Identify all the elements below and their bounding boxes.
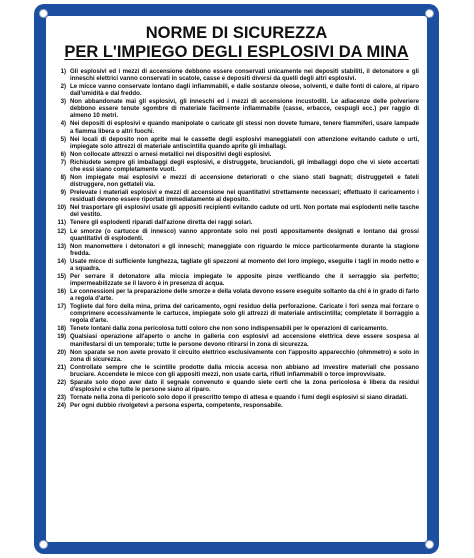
rule-item	[48, 243, 419, 257]
rule-text: Non collocate attrezzi o arnesi metallici nei dispositivi degli esplosivi.	[70, 150, 272, 158]
rule-text: Le smorze (o cartucce di innesco) vanno approntate solo nei posti appositamente designati e lontano dai grossi quantitativi di esplodenti.	[70, 227, 419, 242]
rule-item	[48, 151, 419, 158]
rule-number: 5)	[60, 135, 66, 143]
rule-item	[48, 394, 419, 401]
rule-item	[48, 325, 419, 332]
rule-number: 8)	[60, 173, 66, 181]
rule-text: Per ogni dubbio rivolgetevi a persona esperta, competente, responsabile.	[70, 402, 283, 410]
sign-panel	[46, 16, 427, 542]
rule-item	[48, 219, 419, 226]
rule-text: Per serrare il detonatore alla miccia impiegate le apposite pinze verificando che il serraggio sia perfetto; impermeabilizzate se il lavoro è in presenza di acqua.	[70, 272, 419, 287]
rule-text: Usate micce di sufficiente lunghezza, tagliate gli spezzoni al momento del loro impiego, eseguite i tagli in modo netto e a squadra.	[70, 257, 419, 272]
rule-number: 16)	[57, 288, 66, 296]
rules-list	[46, 68, 427, 409]
rule-text: Le micce vanno conservate lontano dagli infiammabili, e dalle sostanze oleose, solventi, e dalle fonti di calore, al riparo dall'umidità e dal freddo.	[70, 83, 419, 98]
rule-number: 11)	[57, 219, 66, 227]
rule-text: Nei depositi di esplosivi e quando manipolate o caricate gli stessi non dovete fumare, tenere fiammiferi, usare lampade a fiamma libera o altri fuochi.	[70, 120, 419, 135]
rule-text: Le connessioni per la preparazione delle smorze e della volata devono essere eseguite soltanto da chi è in grado di farlo a regola d'arte.	[70, 288, 419, 303]
rule-number: 3)	[60, 98, 66, 106]
title-line-2: PER L'IMPIEGO DEGLI ESPLOSIVI DA MINA	[64, 43, 409, 61]
safety-sign	[34, 4, 439, 554]
rule-text: Non manomettere i detonatori e gli inneschi; maneggiate con riguardo le micce particolarmente durante la stagione fredda.	[70, 242, 419, 257]
rule-text: Non abbandonate mai gli esplosivi, gli inneschi ed i mezzi di accensione incustoditi. Le adiacenze delle polveriere debbono essere tenute sgombre di materiale facilmente infiammabile (casse, erbacce, cespugli ecc.) per raggio di almeno 10 metri.	[70, 98, 419, 120]
rule-item	[48, 120, 419, 134]
rule-number: 14)	[57, 257, 66, 265]
rule-text: Prelevate i materiali esplosivi e mezzi di accensione nei quantitativi strettamente necessari; effettuato il caricamento i residuati devono essere riportati immediatamente al deposito.	[70, 189, 419, 204]
rule-number: 19)	[57, 333, 66, 341]
rule-item	[48, 288, 419, 302]
rule-number: 17)	[57, 303, 66, 311]
rule-number: 21)	[57, 363, 66, 371]
rule-item	[48, 159, 419, 173]
rule-text: Richiudete sempre gli imballaggi degli esplosivi, e distruggete, bruciandoli, gli imballaggi dopo che vi siete accertati che essi siano completamente vuoti.	[70, 158, 419, 173]
rule-item	[48, 174, 419, 188]
rule-number: 23)	[57, 394, 66, 402]
rule-number: 15)	[57, 272, 66, 280]
rule-item	[48, 364, 419, 378]
rule-number: 20)	[57, 348, 66, 356]
rule-number: 22)	[57, 378, 66, 386]
rule-number: 10)	[57, 204, 66, 212]
rule-text: Nei locali di deposito non aprite mai le cassette degli esplosivi maneggiateli con attenzione evitando cadute o urti, impiegate solo attrezzi di materiale antiscintilla quando aprite gli imballagi.	[70, 135, 419, 150]
rule-number: 18)	[57, 325, 66, 333]
rule-text: Nel trasportare gli esplosivi usate gli appositi recipienti evitando cadute od urti. Non portate mai esplodenti nelle tasche del vestito.	[70, 204, 419, 219]
rule-text: Tenere gli esplodenti riparati dall'azione diretta dei raggi solari.	[70, 219, 253, 227]
rule-item	[48, 379, 419, 393]
rule-item	[48, 98, 419, 119]
rule-item	[48, 349, 419, 363]
rule-number: 13)	[57, 242, 66, 250]
rule-item	[48, 303, 419, 324]
rule-item	[48, 228, 419, 242]
rule-number: 9)	[60, 189, 66, 197]
rule-item	[48, 333, 419, 347]
rule-number: 24)	[57, 402, 66, 410]
rule-item	[48, 402, 419, 409]
rule-item	[48, 136, 419, 150]
rule-number: 4)	[60, 120, 66, 128]
rule-item	[48, 189, 419, 203]
rule-item	[48, 68, 419, 82]
rule-text: Tenete lontani dalla zona pericolosa tutti coloro che non sono indispensabili per le operazioni di caricamento.	[70, 325, 388, 333]
rule-text: Qualsiasi operazione all'aperto o anche in galleria con esplosivi ad accensione elettrica deve essere sospesa al manifestarsi di un temporale; tutte le persone devono ritirarsi in zona di sicurezza.	[70, 333, 419, 348]
title-line-1: NORME DI SICUREZZA	[145, 24, 328, 42]
rule-text: Togliete dal foro della mina, prima del caricamento, ogni residuo della perforazione. Caricate i fori senza mai forzare o comprimere eccessivamente le cartucce, impiegate solo gli attrezzi di materiale antiscintilla; completate il borraggio a regola d'arte.	[70, 303, 419, 325]
rule-text: Gli esplosivi ed i mezzi di accensione debbono essere conservati unicamente nei depositi stabiliti, il detonatore e gli inneschi elettrici vanno conservati in scatole, casse e depositi diversi da quelli degli altri esplosivi.	[70, 68, 419, 83]
rule-number: 1)	[60, 68, 66, 75]
rule-item	[48, 83, 419, 97]
rule-text: Non impiegate mai esplosivi e mezzi di accensione deteriorati o che siano stati bagnati; distruggeteli e fateli distruggere, non gettateli via.	[70, 173, 419, 189]
rule-number: 6)	[60, 150, 66, 158]
rule-text: Controllate sempre che le scintille prodotte dalla miccia accesa non abbiano ad investire materiali che possano bruciare. Accendete le micce con gli appositi mezzi, non usate carta, rifiuti infiammabili o torce improvvisate.	[70, 363, 419, 378]
rule-item	[48, 204, 419, 218]
rule-text: Tornate nella zona di pericolo solo dopo il prescritto tempo di attesa e quando i fumi degli esplosivi si siano diradati.	[70, 394, 408, 402]
sign-title	[46, 24, 427, 62]
rule-number: 2)	[60, 83, 66, 91]
rule-text: Non sparate se non avete provato il circuito elettrico esclusivamente con l'apposito apparecchio (ohmmetro) e solo in zona di sicurezza.	[70, 348, 419, 363]
rule-number: 12)	[57, 227, 66, 235]
rule-item	[48, 258, 419, 272]
rule-item	[48, 273, 419, 287]
mounting-hole	[425, 540, 434, 549]
rule-text: Sparate solo dopo aver dato il segnale convenuto e quando siete certi che la zona pericolosa è libera da residui d'esplosivi e che tutte le persone siano al riparo.	[70, 378, 419, 393]
rule-number: 7)	[60, 158, 66, 166]
